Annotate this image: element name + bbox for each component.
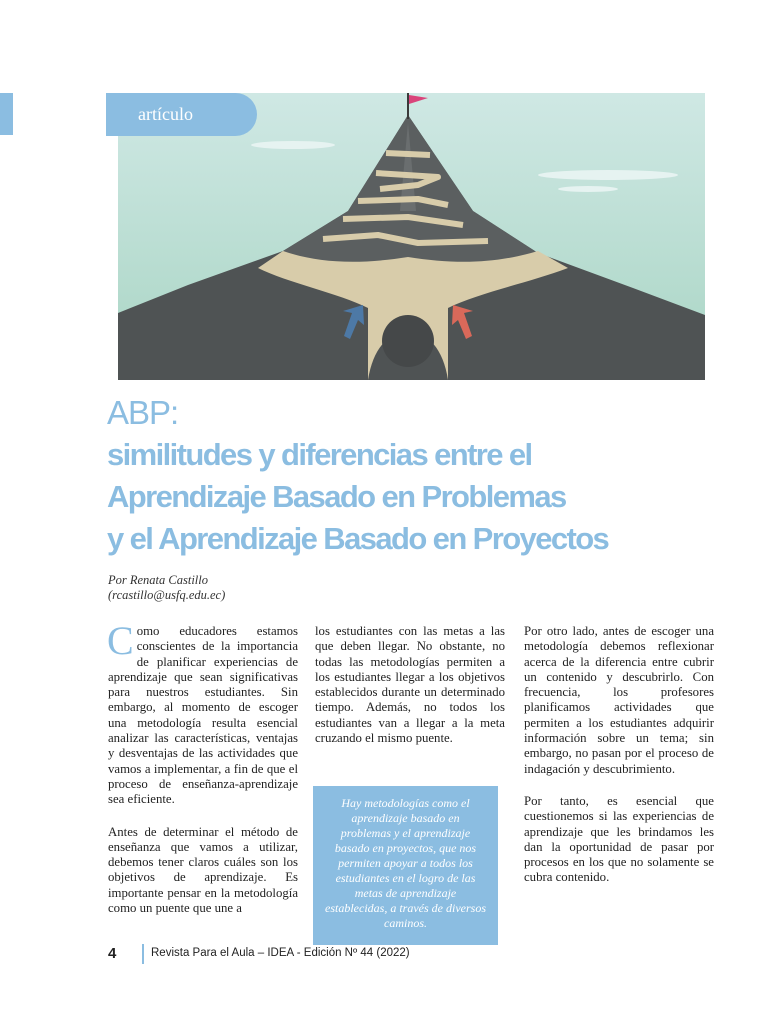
article-title — [107, 392, 747, 560]
page-number: 4 — [108, 945, 117, 962]
edge-tab-marker — [0, 93, 13, 135]
cloud — [251, 141, 335, 149]
publication-info: Revista Para el Aula – IDEA - Edición Nº 44 (2022) — [151, 947, 410, 959]
hero-illustration — [118, 93, 705, 380]
paragraph-3: los estudiantes con las metas a las que deben llegar. No obstante, no todas las metodologías permiten a los estudiantes llegar a los objetivos establecidos durante un determinado tiempo. Además, no todos los estudiantes van a llegar a la meta cruzando el mismo puente. — [315, 624, 505, 746]
drop-cap: C — [107, 618, 134, 663]
column-2 — [315, 624, 505, 763]
section-tag: artículo — [106, 93, 257, 136]
paragraph-5: Por tanto, es esencial que cuestionemos si las experiencias de aprendizaje que les brindamos les dan la oportunidad de pasar por procesos en los que no solamente se cubra contenido. — [524, 793, 714, 885]
title-line-4: y el Aprendizaje Basado en Proyectos — [107, 521, 609, 556]
title-line-2: similitudes y diferencias entre el — [107, 437, 532, 472]
byline — [108, 573, 225, 603]
paragraph-1 — [107, 618, 298, 808]
paragraph-2: Antes de determinar el método de enseñanza que vamos a utilizar, debemos tener claros cuáles son los objetivos de aprendizaje. Es importante pensar en la metodología como un puente que une a — [108, 824, 298, 916]
cloud — [558, 186, 618, 192]
title-line-1: ABP: — [107, 394, 179, 431]
paragraph-1-text: omo educadores estamos conscientes de la importancia de planificar experiencias de aprendizaje que sean significativas para nuestros estudiantes. Sin embargo, al momento de escoger una metodología resulta esencial analizar las características, ventajas y desventajas de las actividades que vamos a implementar, a fin de que el proceso de enseñanza-aprendizaje sea eficiente. — [108, 624, 298, 807]
column-3 — [524, 624, 714, 903]
cloud — [538, 170, 678, 180]
column-1 — [107, 618, 298, 933]
author-email: (rcastillo@usfq.edu.ec) — [108, 588, 226, 602]
author-name: Por Renata Castillo — [108, 573, 208, 587]
paragraph-4: Por otro lado, antes de escoger una metodología debemos reflexionar acerca de la diferencia entre cubrir un contenido y descubrirlo. Con frecuencia, los profesores planificamos actividades que permiten a los estudiantes adquirir información sobre un tema; sin embargo, no pasan por el proceso de indagación y descubrimiento. — [524, 624, 714, 776]
footer-divider — [142, 944, 144, 964]
pull-quote: Hay metodologías como el aprendizaje basado en problemas y el aprendizaje basado en proyectos, que nos permiten apoyar a todos los estudiantes en el logro de las metas de aprendizaje establecidas, a través de diversos caminos. — [313, 786, 498, 945]
hiker-head — [382, 315, 434, 367]
title-line-3: Aprendizaje Basado en Problemas — [107, 479, 566, 514]
